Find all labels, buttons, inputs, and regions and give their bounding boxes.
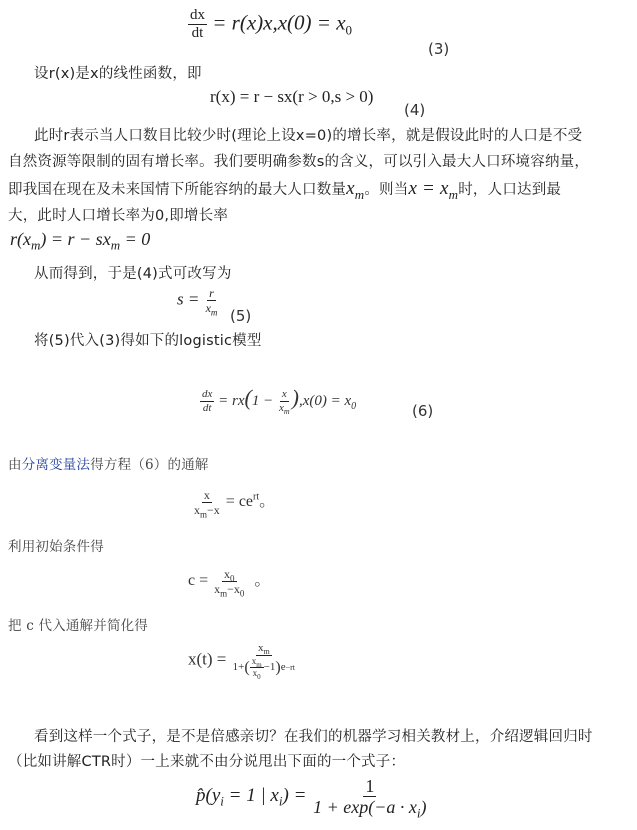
eq4-number: (4): [404, 101, 426, 119]
equation-c: c = $\frac{x_0}{x_m-x_0}$ 。: [188, 566, 271, 599]
equation-4: r(x) = r − sx(r > 0,s > 0): [210, 87, 374, 106]
equation-general-solution: $\frac{x}{x_m-x}$ = $ce^{rt}$。: [194, 487, 276, 520]
eq6-number: (6): [412, 402, 434, 420]
paragraph-separation: 由分离变量法得方程（6）的通解: [8, 457, 209, 473]
equation-xt: x(t) = $x_m$ 1+ ( $\frac{x_m}{x_0}$ −1 ) e −rt: [188, 642, 295, 681]
equation-growth-zero: $r(x_m) = r - sx_m = 0$: [10, 229, 151, 253]
paragraph-logistic: 将(5)代入(3)得如下的logistic模型: [34, 333, 262, 349]
separation-of-variables-link[interactable]: 分离变量法: [21, 457, 91, 473]
paragraph-ml-line-1: 看到这样一个式子，是不是倍感亲切？在我们的机器学习相关教材上，介绍逻辑回归时: [34, 729, 593, 745]
paragraph-substitute-c: 把 c 代入通解并简化得: [8, 618, 149, 634]
paragraph-growth-line-4: 大，此时人口增长率为0,即增长率: [8, 208, 229, 224]
eq-xt-fraction: $x_m$ 1+ ( $\frac{x_m}{x_0}$ −1 ) e −rt: [232, 642, 295, 681]
eq-c-fraction: $\frac{x_0}{x_m-x_0}$: [214, 566, 245, 599]
eq-lr-fraction: $\frac{1}{1 + \exp(-a \cdot x_i)}$: [313, 776, 427, 821]
eq5-number: (5): [230, 307, 252, 325]
eq6-fraction-dxdt: $\frac{dx}{dt}$: [202, 388, 213, 415]
paragraph-ml-line-2: （比如讲解CTR时）一上来就不由分说甩出下面的一个式子：: [8, 754, 406, 770]
paragraph-growth-line-1: 此时r表示当人口数目比较少时(理论上设x=0)的增长率，就是假设此时的人口是不受: [34, 128, 583, 144]
paragraph-initial-condition: 利用初始条件得: [8, 539, 104, 555]
equation-logistic-regression: $p̂(y_i = 1$ | $x_i$) = $\frac{1}{1 + \exp(-a \cdot x_i)}$: [196, 776, 427, 821]
paragraph-growth-line-3: 即我国在现在及未来国情下所能容纳的最大人口数量$x_m$。则当$x = x_m$时，人口达到最: [8, 178, 562, 202]
paragraph-linear-function: 设r(x)是x的线性函数，即: [34, 66, 202, 82]
eq3-number: (3): [428, 40, 450, 58]
eq6-fraction-inner: $\frac{x}{x_m}$: [278, 388, 290, 417]
equation-5: s = $\frac{r}{x_m}$: [177, 286, 218, 318]
equation-6: $\frac{dx}{dt}$ = rx(1 − $\frac{x}{x_m}$ )$,x(0) = x_0$: [202, 385, 357, 417]
eq5-fraction: $\frac{r}{x_m}$: [205, 286, 218, 318]
eq3-rhs: = r(x)x,x(0) = x: [212, 10, 346, 35]
xm-inline: $x_m$: [346, 178, 365, 202]
eq-sep-fraction: $\frac{x}{x_m-x}$: [194, 487, 220, 520]
paragraph-growth-line-2: 自然资源等限制的固有增长率。我们要明确参数s的含义，可以引入最大人口环境容纳量，: [8, 154, 590, 170]
eq-xt-inner-fraction: $\frac{x_m}{x_0}$: [251, 656, 262, 681]
x-equals-xm: $x = x_m$: [408, 178, 459, 202]
paragraph-rewrite: 从而得到，于是(4)式可改写为: [34, 266, 232, 282]
equation-3: $\frac{dx}{dt}$ = $r(x)x,x(0) = x_0$: [190, 7, 353, 41]
eq3-fraction: $\frac{dx}{dt}$: [190, 7, 205, 41]
